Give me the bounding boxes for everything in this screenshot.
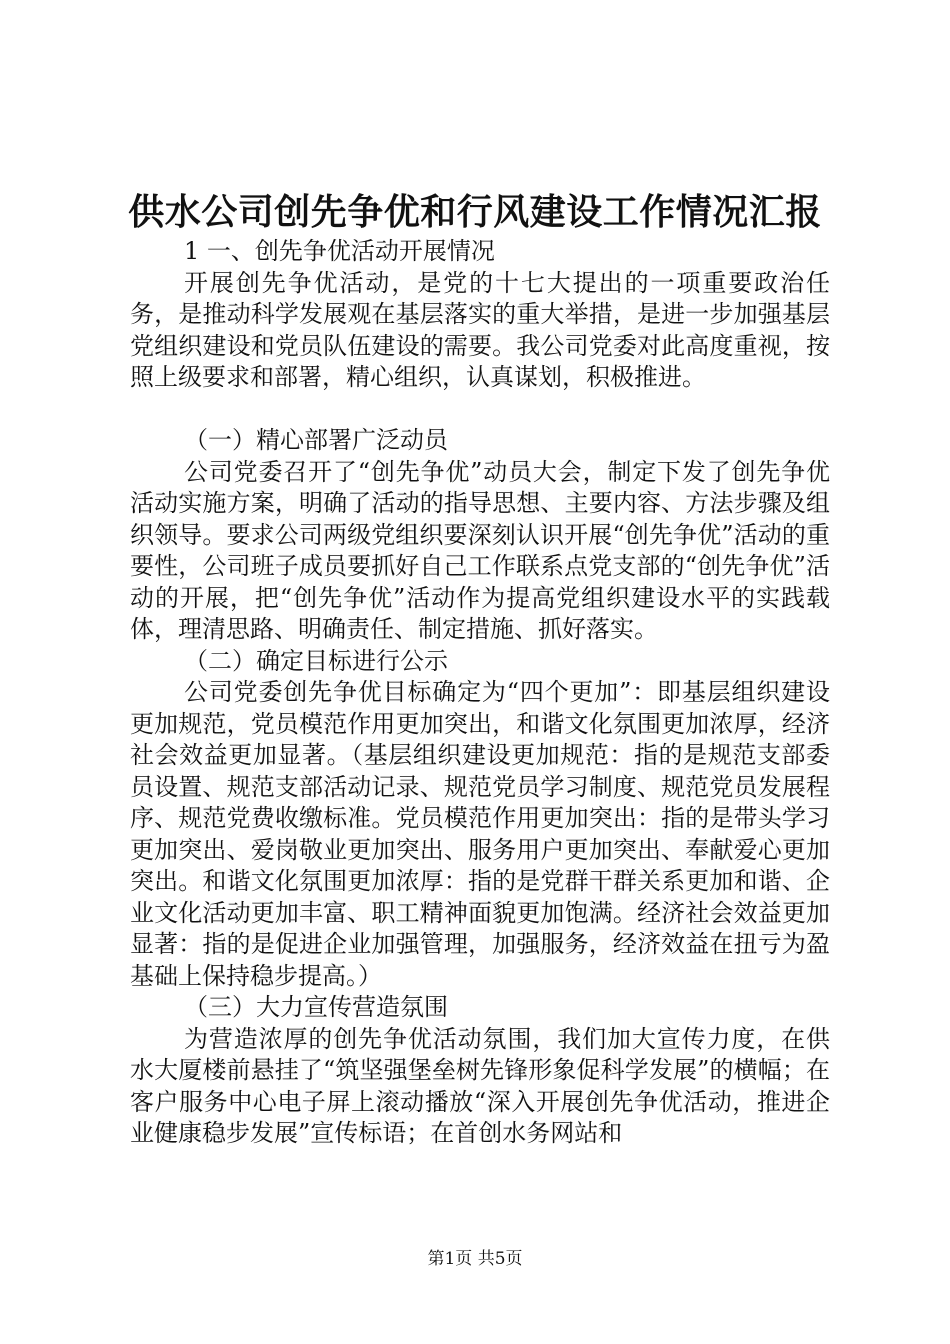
body-paragraph: 为营造浓厚的创先争优活动氛围，我们加大宣传力度，在供水大厦楼前悬挂了“筑坚强堡垒树先锋形象促科学发展”的横幅；在客户服务中心电子屏上滚动播放“深入开展创先争优活动，推进企业健康稳步发展”宣传标语；在首创水务网站和 (130, 1024, 830, 1147)
subsection-heading-1: （一）精心部署广泛动员 (184, 426, 448, 454)
subsection-heading-2: （二）确定目标进行公示 (184, 646, 448, 675)
document-title: 供水公司创先争优和行风建设工作情况汇报 (128, 191, 822, 233)
body-paragraph: 公司党委召开了“创先争优”动员大会，制定下发了创先争优活动实施方案，明确了活动的指导思想、主要内容、方法步骤及组织领导。要求公司两级党组织要深刻认识开展“创先争优”活动的重要性，公司班子成员要抓好自己工作联系点党支部的“创先争优”活动的开展，把“创先争优”活动作为提高党组织建设水平的实践载体，理清思路、明确责任、制定措施、抓好落实。 (130, 457, 830, 643)
section-heading-1: 1 一、创先争优活动开展情况 (184, 237, 495, 265)
body-paragraph: 公司党委创先争优目标确定为“四个更加”：即基层组织建设更加规范，党员模范作用更加突出，和谐文化氛围更加浓厚，经济社会效益更加显著。（基层组织建设更加规范：指的是规范支部委员设置、规范支部活动记录、规范党员学习制度、规范党员发展程序、规范党费收缴标准。党员模范作用更加突出：指的是带头学习更加突出、爱岗敬业更加突出、服务用户更加突出、奉献爱心更加突出。和谐文化氛围更加浓厚：指的是党群干群关系更加和谐、企业文化活动更加丰富、职工精神面貌更加饱满。经济社会效益更加显著：指的是促进企业加强管理，加强服务，经济效益在扭亏为盈基础上保持稳步提高。） (130, 678, 830, 990)
body-paragraph: 开展创先争优活动，是党的十七大提出的一项重要政治任务，是推动科学发展观在基层落实的重大举措，是进一步加强基层党组织建设和党员队伍建设的需要。我公司党委对此高度重视，按照上级要求和部署，精心组织，认真谋划，积极推进。 (130, 268, 830, 391)
subsection-heading-3: （三）大力宣传营造氛围 (184, 993, 448, 1021)
document-body (130, 236, 830, 1150)
page-number-footer: 第1页 共5页 (427, 1249, 523, 1269)
